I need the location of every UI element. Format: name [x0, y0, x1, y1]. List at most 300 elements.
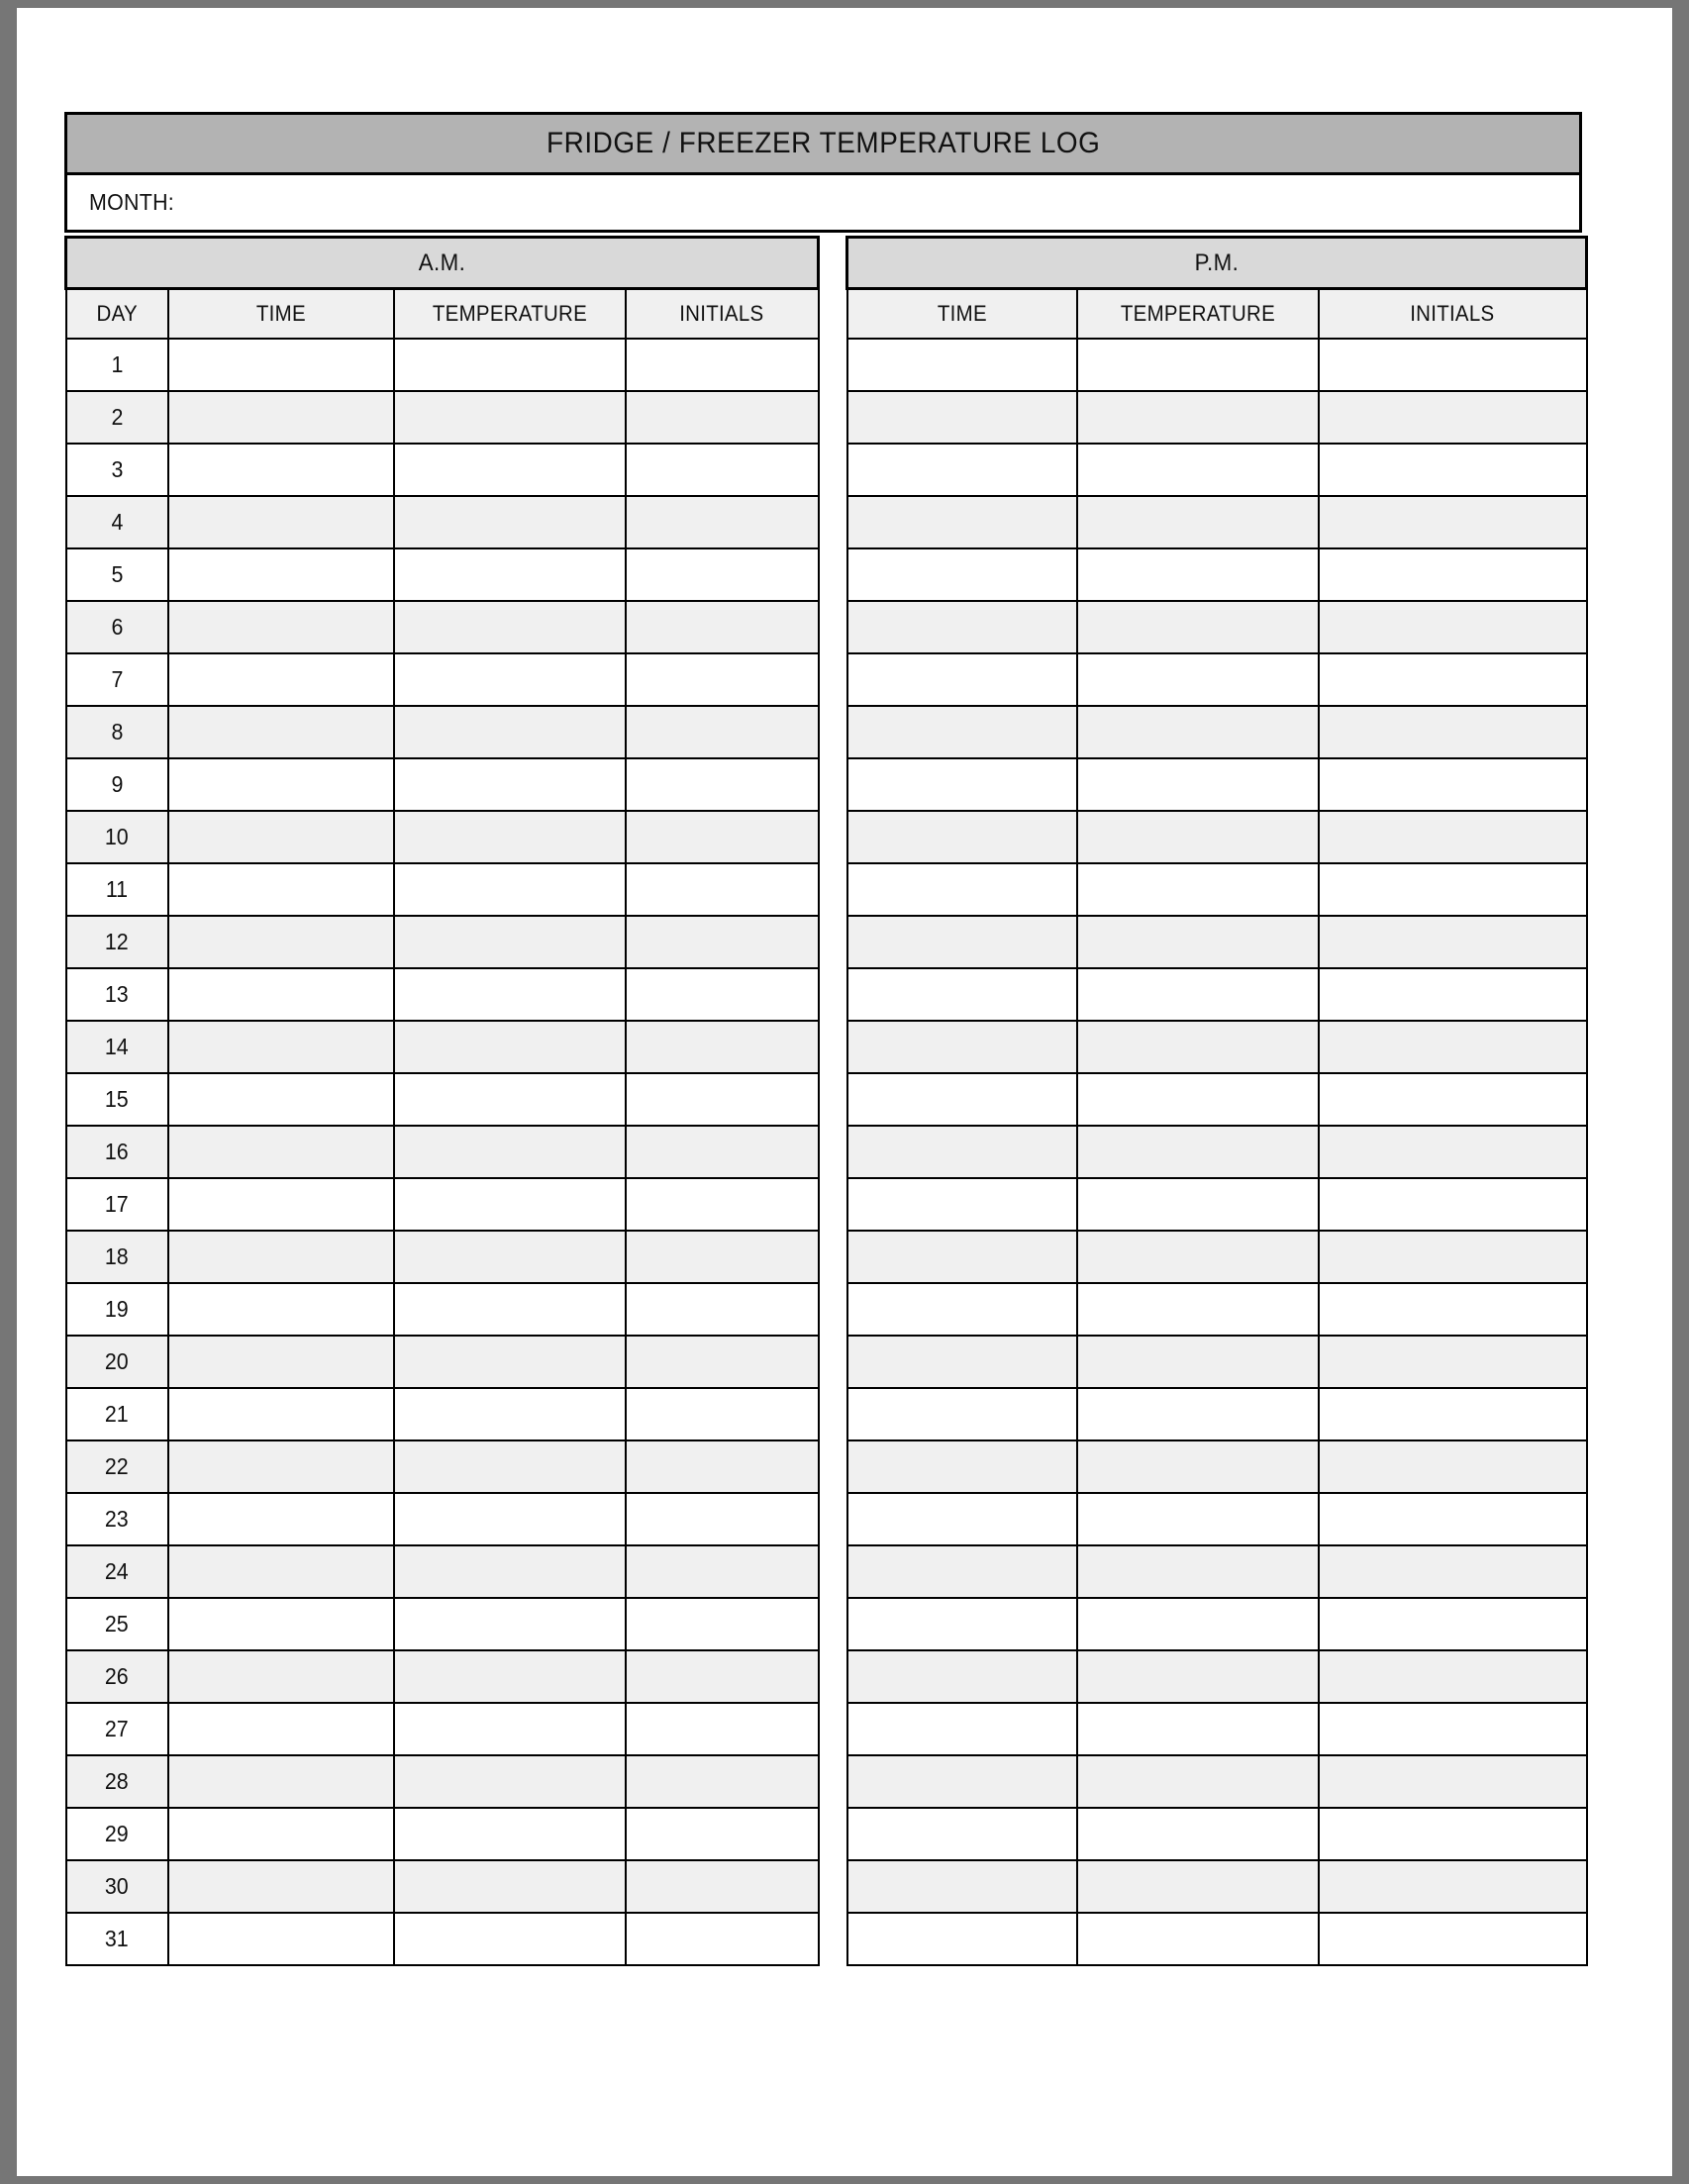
pm-table: [845, 236, 1588, 1966]
table-row: [847, 758, 1587, 811]
pm-time-cell[interactable]: [847, 1440, 1077, 1493]
day-number: 25: [105, 1610, 129, 1637]
pm-time-cell[interactable]: [847, 601, 1077, 653]
am-temperature-cell[interactable]: [394, 1283, 626, 1336]
am-initials-cell[interactable]: [626, 1388, 819, 1440]
am-time-cell[interactable]: [168, 1493, 394, 1545]
am-initials-cell[interactable]: [626, 1073, 819, 1126]
table-row: [847, 339, 1587, 391]
am-temperature-cell[interactable]: [394, 496, 626, 548]
pm-time-cell[interactable]: [847, 1703, 1077, 1755]
pm-band-row: [847, 238, 1587, 289]
am-time-cell[interactable]: [168, 1808, 394, 1860]
pm-temperature-cell[interactable]: [1077, 391, 1319, 444]
pm-time-cell[interactable]: [847, 1650, 1077, 1703]
am-temperature-cell[interactable]: [394, 1021, 626, 1073]
table-row: [66, 1860, 819, 1913]
day-number-cell: [66, 1388, 168, 1440]
pm-temperature-cell[interactable]: [1077, 1126, 1319, 1178]
am-temperature-cell[interactable]: [394, 968, 626, 1021]
pm-initials-cell[interactable]: [1319, 1493, 1587, 1545]
am-temperature-cell[interactable]: [394, 863, 626, 916]
day-number: 30: [105, 1872, 129, 1899]
am-temperature-cell[interactable]: [394, 1073, 626, 1126]
table-row: [847, 1545, 1587, 1598]
table-row: [66, 1545, 819, 1598]
pm-temperature-cell[interactable]: [1077, 444, 1319, 496]
day-number: 22: [105, 1452, 129, 1479]
table-row: [66, 1493, 819, 1545]
pm-temperature-cell[interactable]: [1077, 653, 1319, 706]
am-table: [64, 236, 820, 1966]
am-initials-cell[interactable]: [626, 1703, 819, 1755]
pm-initials-cell[interactable]: [1319, 1440, 1587, 1493]
pm-initials-cell[interactable]: [1319, 339, 1587, 391]
pm-time-cell[interactable]: [847, 444, 1077, 496]
am-initials-cell[interactable]: [626, 1178, 819, 1231]
am-time-cell[interactable]: [168, 444, 394, 496]
day-number: 16: [105, 1138, 129, 1164]
am-initials-cell[interactable]: [626, 444, 819, 496]
day-number: 24: [105, 1557, 129, 1584]
table-row: [847, 1493, 1587, 1545]
am-initials-cell[interactable]: [626, 1126, 819, 1178]
pm-temperature-cell[interactable]: [1077, 968, 1319, 1021]
pm-time-cell[interactable]: [847, 1178, 1077, 1231]
table-row: [66, 1231, 819, 1283]
am-initials-cell[interactable]: [626, 1860, 819, 1913]
table-row: [66, 496, 819, 548]
day-number-cell: [66, 916, 168, 968]
table-row: [847, 916, 1587, 968]
pm-temperature-cell[interactable]: [1077, 1650, 1319, 1703]
pm-table-body: [847, 339, 1587, 1965]
day-number: 8: [111, 718, 123, 745]
am-initials-cell[interactable]: [626, 1598, 819, 1650]
pm-temperature-cell[interactable]: [1077, 706, 1319, 758]
am-temperature-cell[interactable]: [394, 1703, 626, 1755]
am-initials-cell[interactable]: [626, 916, 819, 968]
pm-initials-cell[interactable]: [1319, 1126, 1587, 1178]
pm-time-cell[interactable]: [847, 1388, 1077, 1440]
pm-temperature-cell[interactable]: [1077, 1755, 1319, 1808]
am-initials-cell[interactable]: [626, 548, 819, 601]
am-time-cell[interactable]: [168, 758, 394, 811]
am-time-cell[interactable]: [168, 653, 394, 706]
day-number: 9: [111, 770, 123, 797]
pm-col-temperature: TEMPERATURE: [1077, 289, 1319, 339]
am-initials-cell[interactable]: [626, 1283, 819, 1336]
table-row: [66, 1703, 819, 1755]
pm-initials-cell[interactable]: [1319, 863, 1587, 916]
pm-initials-cell[interactable]: [1319, 653, 1587, 706]
pm-temperature-cell[interactable]: [1077, 339, 1319, 391]
pm-temperature-cell[interactable]: [1077, 811, 1319, 863]
table-row: [847, 1440, 1587, 1493]
am-initials-cell[interactable]: [626, 1755, 819, 1808]
day-number: 26: [105, 1662, 129, 1689]
table-row: [847, 1755, 1587, 1808]
pm-temperature-cell[interactable]: [1077, 1703, 1319, 1755]
day-number-cell: [66, 1808, 168, 1860]
pm-initials-cell[interactable]: [1319, 1388, 1587, 1440]
am-temperature-cell[interactable]: [394, 339, 626, 391]
pm-temperature-cell[interactable]: [1077, 1860, 1319, 1913]
pm-col-initials: INITIALS: [1319, 289, 1587, 339]
day-number-cell: [66, 601, 168, 653]
page-title: FRIDGE / FREEZER TEMPERATURE LOG: [546, 127, 1101, 159]
am-initials-cell[interactable]: [626, 1545, 819, 1598]
form-title-bar: [64, 112, 1582, 175]
day-number: 11: [105, 875, 129, 902]
am-col-time: TIME: [168, 289, 394, 339]
day-number-cell: [66, 1755, 168, 1808]
am-initials-cell[interactable]: [626, 1440, 819, 1493]
day-number: 13: [105, 980, 129, 1007]
table-row: [847, 391, 1587, 444]
day-number-cell: [66, 863, 168, 916]
am-initials-cell[interactable]: [626, 653, 819, 706]
table-row: [66, 1598, 819, 1650]
pm-time-cell[interactable]: [847, 1598, 1077, 1650]
day-number-cell: [66, 968, 168, 1021]
pm-temperature-cell[interactable]: [1077, 1336, 1319, 1388]
table-row: [66, 916, 819, 968]
day-number: 23: [105, 1505, 129, 1532]
pm-time-cell[interactable]: [847, 1860, 1077, 1913]
am-time-cell[interactable]: [168, 1440, 394, 1493]
am-temperature-cell[interactable]: [394, 444, 626, 496]
day-number: 21: [105, 1400, 129, 1427]
am-band-label: A.M.: [418, 248, 466, 276]
am-time-cell[interactable]: [168, 1231, 394, 1283]
table-row: [847, 1336, 1587, 1388]
pm-temperature-cell[interactable]: [1077, 1493, 1319, 1545]
am-temperature-cell[interactable]: [394, 1231, 626, 1283]
pm-time-cell[interactable]: [847, 548, 1077, 601]
pm-time-cell[interactable]: [847, 706, 1077, 758]
pm-temperature-cell[interactable]: [1077, 1073, 1319, 1126]
am-initials-cell[interactable]: [626, 811, 819, 863]
am-time-cell[interactable]: [168, 1598, 394, 1650]
day-number-cell: [66, 1545, 168, 1598]
pm-temperature-cell[interactable]: [1077, 863, 1319, 916]
day-number-cell: [66, 1650, 168, 1703]
pm-initials-cell[interactable]: [1319, 1283, 1587, 1336]
am-temperature-cell[interactable]: [394, 1336, 626, 1388]
day-number-cell: [66, 1913, 168, 1965]
am-temperature-cell[interactable]: [394, 1860, 626, 1913]
pm-temperature-cell[interactable]: [1077, 1231, 1319, 1283]
pm-initials-cell[interactable]: [1319, 1231, 1587, 1283]
pm-time-cell[interactable]: [847, 1755, 1077, 1808]
pm-time-cell[interactable]: [847, 1493, 1077, 1545]
pm-time-cell[interactable]: [847, 811, 1077, 863]
day-number: 1: [111, 350, 123, 377]
table-row: [66, 1021, 819, 1073]
pm-time-cell[interactable]: [847, 1808, 1077, 1860]
pm-initials-cell[interactable]: [1319, 811, 1587, 863]
pm-temperature-cell[interactable]: [1077, 548, 1319, 601]
day-number-cell: [66, 1178, 168, 1231]
pm-time-cell[interactable]: [847, 1073, 1077, 1126]
pm-time-cell[interactable]: [847, 1336, 1077, 1388]
pm-time-cell[interactable]: [847, 391, 1077, 444]
table-row: [847, 1126, 1587, 1178]
am-time-cell[interactable]: [168, 1021, 394, 1073]
am-time-cell[interactable]: [168, 1703, 394, 1755]
pm-initials-cell[interactable]: [1319, 1860, 1587, 1913]
day-number-cell: [66, 1073, 168, 1126]
pm-initials-cell[interactable]: [1319, 444, 1587, 496]
pm-temperature-cell[interactable]: [1077, 1283, 1319, 1336]
day-number: 3: [111, 455, 123, 482]
day-number-cell: [66, 1126, 168, 1178]
am-initials-cell[interactable]: [626, 1493, 819, 1545]
am-temperature-cell[interactable]: [394, 391, 626, 444]
pm-time-cell[interactable]: [847, 339, 1077, 391]
am-temperature-cell[interactable]: [394, 548, 626, 601]
table-row: [847, 706, 1587, 758]
pm-time-cell[interactable]: [847, 653, 1077, 706]
am-temperature-cell[interactable]: [394, 916, 626, 968]
am-column-header-row: [66, 289, 819, 339]
day-number: 10: [105, 823, 129, 849]
day-number-cell: [66, 1703, 168, 1755]
pm-temperature-cell[interactable]: [1077, 1598, 1319, 1650]
pm-initials-cell[interactable]: [1319, 1598, 1587, 1650]
day-number: 19: [105, 1295, 129, 1322]
page-sheet: [17, 8, 1672, 2176]
pm-temperature-cell[interactable]: [1077, 601, 1319, 653]
table-row: [66, 1283, 819, 1336]
table-row: [66, 1808, 819, 1860]
am-time-cell[interactable]: [168, 968, 394, 1021]
am-initials-cell[interactable]: [626, 1021, 819, 1073]
am-temperature-cell[interactable]: [394, 1126, 626, 1178]
pm-initials-cell[interactable]: [1319, 706, 1587, 758]
am-temperature-cell[interactable]: [394, 1545, 626, 1598]
pm-initials-cell[interactable]: [1319, 758, 1587, 811]
am-temperature-cell[interactable]: [394, 811, 626, 863]
pm-initials-cell[interactable]: [1319, 391, 1587, 444]
table-row: [66, 706, 819, 758]
pm-column-header-row: [847, 289, 1587, 339]
am-time-cell[interactable]: [168, 548, 394, 601]
pm-temperature-cell[interactable]: [1077, 1545, 1319, 1598]
am-time-cell[interactable]: [168, 1545, 394, 1598]
day-number-cell: [66, 758, 168, 811]
am-time-cell[interactable]: [168, 1860, 394, 1913]
am-initials-cell[interactable]: [626, 339, 819, 391]
am-initials-cell[interactable]: [626, 601, 819, 653]
table-row: [66, 758, 819, 811]
am-temperature-cell[interactable]: [394, 1755, 626, 1808]
table-row: [847, 601, 1587, 653]
pm-time-cell[interactable]: [847, 916, 1077, 968]
table-row: [847, 1860, 1587, 1913]
table-row: [847, 1388, 1587, 1440]
am-initials-cell[interactable]: [626, 1808, 819, 1860]
am-time-cell[interactable]: [168, 1073, 394, 1126]
pm-temperature-cell[interactable]: [1077, 1021, 1319, 1073]
pm-temperature-cell[interactable]: [1077, 1808, 1319, 1860]
pm-time-cell[interactable]: [847, 863, 1077, 916]
am-temperature-cell[interactable]: [394, 758, 626, 811]
pm-temperature-cell[interactable]: [1077, 1388, 1319, 1440]
table-row: [66, 601, 819, 653]
month-field-row[interactable]: [64, 175, 1582, 233]
pm-initials-cell[interactable]: [1319, 1178, 1587, 1231]
pm-time-cell[interactable]: [847, 496, 1077, 548]
pm-temperature-cell[interactable]: [1077, 758, 1319, 811]
am-temperature-cell[interactable]: [394, 653, 626, 706]
am-temperature-cell[interactable]: [394, 601, 626, 653]
day-number-cell: [66, 1231, 168, 1283]
pm-temperature-cell[interactable]: [1077, 916, 1319, 968]
table-row: [66, 1336, 819, 1388]
day-number-cell: [66, 1021, 168, 1073]
am-initials-cell[interactable]: [626, 391, 819, 444]
pm-temperature-cell[interactable]: [1077, 1440, 1319, 1493]
am-initials-cell[interactable]: [626, 1336, 819, 1388]
pm-temperature-cell[interactable]: [1077, 1178, 1319, 1231]
day-number: 27: [105, 1715, 129, 1741]
am-initials-cell[interactable]: [626, 706, 819, 758]
am-temperature-cell[interactable]: [394, 1178, 626, 1231]
am-time-cell[interactable]: [168, 1650, 394, 1703]
day-number-cell: [66, 548, 168, 601]
am-time-cell[interactable]: [168, 601, 394, 653]
day-number: 20: [105, 1347, 129, 1374]
am-temperature-cell[interactable]: [394, 1440, 626, 1493]
am-time-cell[interactable]: [168, 811, 394, 863]
am-time-cell[interactable]: [168, 1755, 394, 1808]
pm-band-header: [847, 238, 1587, 289]
pm-time-cell[interactable]: [847, 1545, 1077, 1598]
table-row: [847, 653, 1587, 706]
pm-initials-cell[interactable]: [1319, 1545, 1587, 1598]
pm-initials-cell[interactable]: [1319, 1073, 1587, 1126]
am-time-cell[interactable]: [168, 706, 394, 758]
pm-temperature-cell[interactable]: [1077, 1913, 1319, 1965]
am-band-header: [66, 238, 819, 289]
am-time-cell[interactable]: [168, 1336, 394, 1388]
table-row: [847, 1808, 1587, 1860]
table-row: [66, 1126, 819, 1178]
pm-initials-cell[interactable]: [1319, 916, 1587, 968]
am-initials-cell[interactable]: [626, 1913, 819, 1965]
table-row: [847, 1073, 1587, 1126]
am-initials-cell[interactable]: [626, 758, 819, 811]
pm-initials-cell[interactable]: [1319, 1336, 1587, 1388]
pm-time-cell[interactable]: [847, 1126, 1077, 1178]
am-initials-cell[interactable]: [626, 863, 819, 916]
pm-initials-cell[interactable]: [1319, 548, 1587, 601]
pm-initials-cell[interactable]: [1319, 1021, 1587, 1073]
pm-temperature-cell[interactable]: [1077, 496, 1319, 548]
table-row: [66, 1913, 819, 1965]
am-time-cell[interactable]: [168, 1178, 394, 1231]
day-number-cell: [66, 706, 168, 758]
am-initials-cell[interactable]: [626, 1650, 819, 1703]
am-temperature-cell[interactable]: [394, 1913, 626, 1965]
am-temperature-cell[interactable]: [394, 1598, 626, 1650]
pm-time-cell[interactable]: [847, 1283, 1077, 1336]
pm-initials-cell[interactable]: [1319, 496, 1587, 548]
day-number: 29: [105, 1820, 129, 1846]
am-table-body: [66, 339, 819, 1965]
am-time-cell[interactable]: [168, 1126, 394, 1178]
am-temperature-cell[interactable]: [394, 1493, 626, 1545]
pm-initials-cell[interactable]: [1319, 968, 1587, 1021]
pm-initials-cell[interactable]: [1319, 1913, 1587, 1965]
pm-time-cell[interactable]: [847, 1231, 1077, 1283]
day-number: 4: [111, 508, 123, 535]
am-time-cell[interactable]: [168, 496, 394, 548]
log-form: [64, 112, 1582, 1966]
table-row: [66, 1755, 819, 1808]
am-initials-cell[interactable]: [626, 1231, 819, 1283]
am-temperature-cell[interactable]: [394, 1650, 626, 1703]
log-tables: [64, 236, 1582, 1966]
am-col-initials: INITIALS: [626, 289, 819, 339]
table-row: [847, 811, 1587, 863]
table-row: [66, 1178, 819, 1231]
am-temperature-cell[interactable]: [394, 1388, 626, 1440]
day-number-cell: [66, 1283, 168, 1336]
am-time-cell[interactable]: [168, 339, 394, 391]
pm-initials-cell[interactable]: [1319, 1650, 1587, 1703]
am-temperature-cell[interactable]: [394, 706, 626, 758]
am-time-cell[interactable]: [168, 1388, 394, 1440]
am-time-cell[interactable]: [168, 863, 394, 916]
table-row: [66, 339, 819, 391]
table-row: [66, 548, 819, 601]
am-col-temperature: TEMPERATURE: [394, 289, 626, 339]
table-row: [66, 1073, 819, 1126]
pm-initials-cell[interactable]: [1319, 1755, 1587, 1808]
table-row: [66, 811, 819, 863]
day-number-cell: [66, 1860, 168, 1913]
day-number-cell: [66, 1440, 168, 1493]
table-row: [847, 1913, 1587, 1965]
table-row: [847, 1231, 1587, 1283]
am-temperature-cell[interactable]: [394, 1808, 626, 1860]
table-separator-gap: [820, 236, 845, 1966]
am-time-cell[interactable]: [168, 391, 394, 444]
am-initials-cell[interactable]: [626, 496, 819, 548]
am-initials-cell[interactable]: [626, 968, 819, 1021]
am-time-cell[interactable]: [168, 1913, 394, 1965]
table-row: [66, 391, 819, 444]
pm-initials-cell[interactable]: [1319, 1703, 1587, 1755]
table-row: [847, 1021, 1587, 1073]
day-number-cell: [66, 496, 168, 548]
pm-time-cell[interactable]: [847, 968, 1077, 1021]
am-time-cell[interactable]: [168, 916, 394, 968]
day-number: 2: [111, 403, 123, 430]
table-row: [66, 863, 819, 916]
am-time-cell[interactable]: [168, 1283, 394, 1336]
pm-initials-cell[interactable]: [1319, 1808, 1587, 1860]
pm-time-cell[interactable]: [847, 758, 1077, 811]
pm-initials-cell[interactable]: [1319, 601, 1587, 653]
pm-time-cell[interactable]: [847, 1021, 1077, 1073]
day-number-cell: [66, 339, 168, 391]
pm-time-cell[interactable]: [847, 1913, 1077, 1965]
day-number: 7: [111, 665, 123, 692]
